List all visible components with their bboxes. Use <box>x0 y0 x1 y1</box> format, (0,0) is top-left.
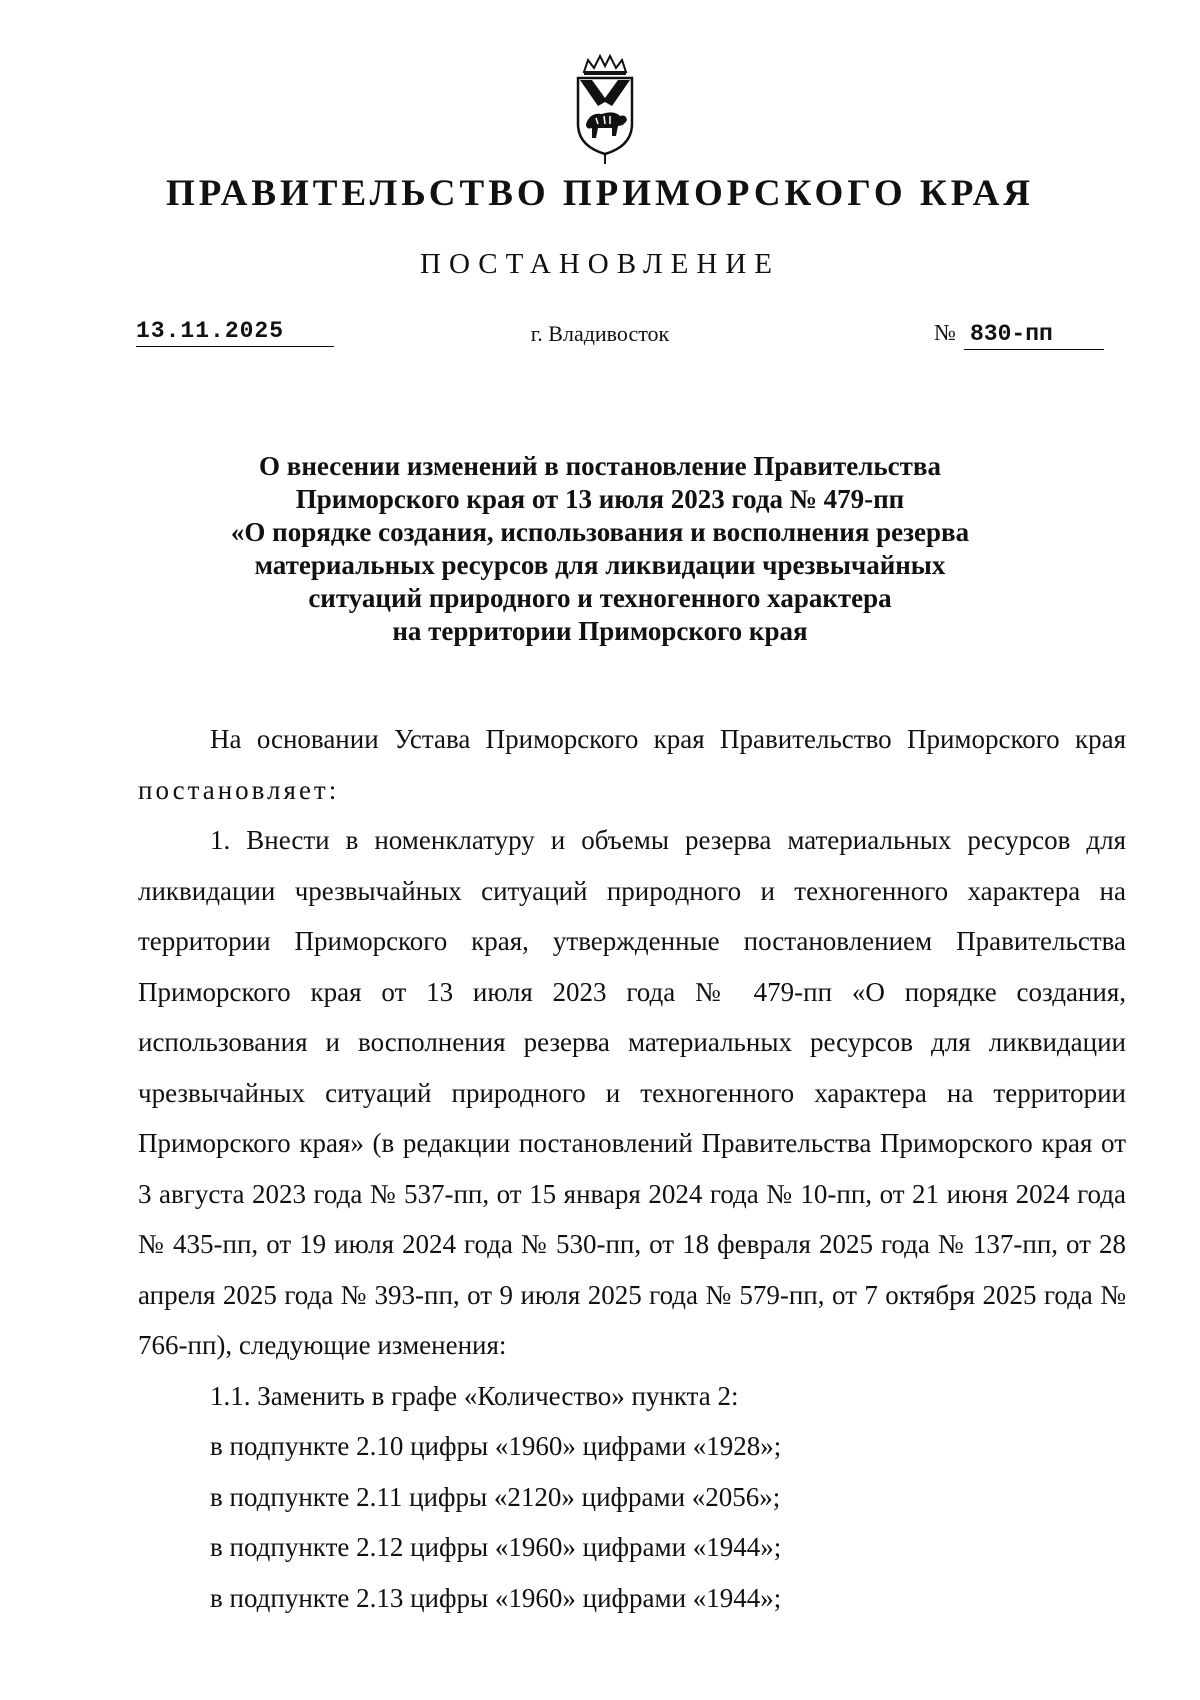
document-body <box>138 714 1126 1623</box>
heading-line: на территории Приморского края <box>392 616 808 646</box>
heading-line: материальных ресурсов для ликвидации чрезвычайных <box>254 550 946 580</box>
heading-line: «О порядке создания, использования и восполнения резерва <box>230 517 970 547</box>
document-heading <box>180 450 1020 648</box>
item-1-paragraph: 1. Внести в номенклатуру и объемы резерва материальных ресурсов для ликвидации чрезвычайных ситуаций природного и техногенного характера на территории Приморского края, утвержденные постановлением Правительства Приморского края от 13 июля 2023 года № 479-пп «О порядке создания, использования и восполнения резерва материальных ресурсов для ликвидации чрезвычайных ситуаций природного и техногенного характера на территории Приморского края» (в редакции постановлений Правительства Приморского края от 3 августа 2023 года № 537-пп, от 15 января 2024 года № 10-пп, от 21 июня 2024 года № 435-пп, от 19 июля 2024 года № 530-пп, от 18 февраля 2025 года № 137-пп, от 28 апреля 2025 года № 393-пп, от 9 июля 2025 года № 579-пп, от 7 октября 2025 года № 766-пп), следующие изменения: <box>138 825 1126 1360</box>
subitem-line: в подпункте 2.13 цифры «1960» цифрами «1944»; <box>210 1582 782 1613</box>
preamble-paragraph <box>138 714 1126 815</box>
subitem-line: в подпункте 2.11 цифры «2120» цифрами «2056»; <box>210 1481 781 1512</box>
document-date: 13.11.2025 <box>136 318 334 347</box>
government-title: ПРАВИТЕЛЬСТВО ПРИМОРСКОГО КРАЯ <box>165 173 1035 214</box>
document-city: г. Владивосток <box>530 321 670 346</box>
document-type: ПОСТАНОВЛЕНИЕ <box>420 248 780 280</box>
number-value: 830-пп <box>964 321 1104 350</box>
number-sign: № <box>934 320 956 345</box>
preamble-text: На основании Устава Приморского края Правительство Приморского края <box>210 724 1126 754</box>
item-1-1-paragraph: 1.1. Заменить в графе «Количество» пункта 2: <box>210 1380 739 1411</box>
heading-line: ситуаций природного и техногенного характера <box>308 583 892 613</box>
document-number <box>934 320 1112 350</box>
document-meta <box>0 318 1200 358</box>
subitem-line: в подпункте 2.12 цифры «1960» цифрами «1944»; <box>210 1532 782 1562</box>
heading-line: Приморского края от 13 июля 2023 года № 479-пп <box>295 484 905 514</box>
subitem-line: в подпункте 2.10 цифры «1960» цифрами «1928»; <box>210 1431 782 1461</box>
heading-line: О внесении изменений в постановление Правительства <box>259 451 941 481</box>
preamble-verb: постановляет: <box>138 774 340 805</box>
primorsky-coat-of-arms-icon <box>572 54 638 166</box>
